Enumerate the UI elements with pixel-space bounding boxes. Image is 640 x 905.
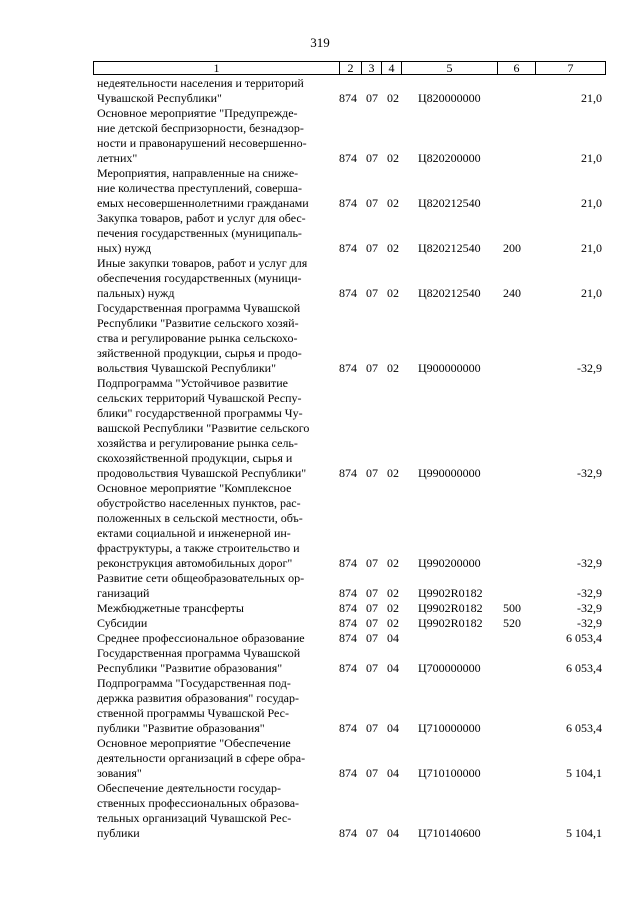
row-col-3: 07	[366, 556, 378, 570]
row-col-5: Ц900000000	[418, 361, 481, 375]
row-col-5: Ц9902R0182	[418, 586, 483, 600]
row-col-6: 500	[503, 601, 521, 615]
header-col-3: 3	[361, 62, 381, 74]
row-col-3: 07	[366, 601, 378, 615]
row-col-3: 07	[366, 826, 378, 840]
row-col-2: 874	[339, 241, 357, 255]
table-row	[0, 256, 640, 301]
row-col-4: 04	[387, 631, 399, 645]
row-name: Основное мероприятие "Предупрежде- ние детской беспризорности, безнадзор- ности и правонарушений несовершенно- летних"	[97, 106, 307, 165]
row-col-2: 874	[339, 631, 357, 645]
row-col-3: 07	[366, 241, 378, 255]
row-name: Обеспечение деятельности государ- ственных профессиональных образова- тельных организаций Чувашской Рес- публики	[97, 781, 300, 840]
table-header	[93, 61, 606, 75]
row-col-3: 07	[366, 196, 378, 210]
row-col-4: 02	[387, 586, 399, 600]
row-col-2: 874	[339, 196, 357, 210]
row-col-4: 02	[387, 466, 399, 480]
row-col-4: 04	[387, 826, 399, 840]
row-col-2: 874	[339, 466, 357, 480]
row-col-2: 874	[339, 151, 357, 165]
row-col-6: 240	[503, 286, 521, 300]
row-col-4: 02	[387, 196, 399, 210]
row-col-3: 07	[366, 586, 378, 600]
row-col-6: 520	[503, 616, 521, 630]
row-col-7: 21,0	[581, 91, 602, 105]
row-col-4: 02	[387, 361, 399, 375]
row-name: Межбюджетные трансферты	[97, 601, 244, 615]
table-row	[0, 631, 640, 646]
table-row	[0, 736, 640, 781]
row-col-7: -32,9	[577, 586, 602, 600]
row-col-4: 04	[387, 766, 399, 780]
row-col-5: Ц710100000	[418, 766, 481, 780]
row-col-7: 21,0	[581, 151, 602, 165]
row-col-5: Ц990000000	[418, 466, 481, 480]
row-col-3: 07	[366, 616, 378, 630]
table-row	[0, 376, 640, 481]
table-row	[0, 676, 640, 736]
row-col-3: 07	[366, 286, 378, 300]
row-name: Государственная программа Чувашской Республики "Развитие сельского хозяй- ства и регулирование рынка сельскохо- зяйственной продукции, сырья и продо- вольствия Чувашской Республики"	[97, 301, 302, 375]
row-col-2: 874	[339, 556, 357, 570]
row-col-7: -32,9	[577, 361, 602, 375]
row-col-3: 07	[366, 466, 378, 480]
row-col-7: 5 104,1	[566, 766, 602, 780]
row-name: Субсидии	[97, 616, 148, 630]
table-row	[0, 616, 640, 631]
row-col-3: 07	[366, 151, 378, 165]
row-col-2: 874	[339, 91, 357, 105]
row-col-5: Ц9902R0182	[418, 601, 483, 615]
row-col-4: 02	[387, 91, 399, 105]
header-col-2: 2	[339, 62, 361, 74]
table-row	[0, 571, 640, 601]
header-col-6: 6	[497, 62, 535, 74]
row-col-4: 02	[387, 286, 399, 300]
row-col-7: -32,9	[577, 556, 602, 570]
header-col-5: 5	[401, 62, 497, 74]
row-col-2: 874	[339, 616, 357, 630]
table-row	[0, 601, 640, 616]
row-col-5: Ц820200000	[418, 151, 481, 165]
row-col-4: 02	[387, 241, 399, 255]
row-col-7: 21,0	[581, 286, 602, 300]
row-col-7: 21,0	[581, 196, 602, 210]
row-col-2: 874	[339, 601, 357, 615]
row-col-2: 874	[339, 721, 357, 735]
header-col-7: 7	[535, 62, 605, 74]
table-row	[0, 76, 640, 106]
row-col-3: 07	[366, 766, 378, 780]
row-col-2: 874	[339, 661, 357, 675]
table-row	[0, 781, 640, 841]
table-row	[0, 106, 640, 166]
row-col-2: 874	[339, 826, 357, 840]
row-name: недеятельности населения и территорий Чувашской Республики"	[97, 76, 304, 105]
row-col-7: 6 053,4	[566, 631, 602, 645]
row-col-4: 02	[387, 151, 399, 165]
row-col-4: 02	[387, 616, 399, 630]
row-col-3: 07	[366, 361, 378, 375]
row-col-2: 874	[339, 766, 357, 780]
row-name: Подпрограмма "Государственная под- держка развития образования" государ- ственной программы Чувашской Рес- публики "Развитие образования"	[97, 676, 299, 735]
row-col-2: 874	[339, 286, 357, 300]
row-name: Мероприятия, направленные на сниже- ние количества преступлений, соверша- емых несовершеннолетними гражданами	[97, 166, 309, 210]
row-col-3: 07	[366, 91, 378, 105]
row-col-7: -32,9	[577, 601, 602, 615]
table-row	[0, 301, 640, 376]
row-col-7: -32,9	[577, 616, 602, 630]
row-name: Подпрограмма "Устойчивое развитие сельских территорий Чувашской Респу- блики" государственной программы Чу- вашской Республики "Развитие сельского хозяйства и регулирование рынка сель- скохозяйственной продукции, сырья и продовольствия Чувашской Республики"	[97, 376, 310, 480]
row-name: Закупка товаров, работ и услуг для обес- печения государственных (муниципаль- ных) нужд	[97, 211, 306, 255]
row-col-4: 02	[387, 556, 399, 570]
row-name: Государственная программа Чувашской Республики "Развитие образования"	[97, 646, 301, 675]
row-col-3: 07	[366, 631, 378, 645]
table-row	[0, 211, 640, 256]
table-row	[0, 166, 640, 211]
row-col-7: 6 053,4	[566, 721, 602, 735]
row-col-7: 5 104,1	[566, 826, 602, 840]
row-col-3: 07	[366, 661, 378, 675]
table-row	[0, 646, 640, 676]
row-name: Основное мероприятие "Комплексное обустройство населенных пунктов, рас- положенных в сельской местности, объ- ектами социальной и инженерной ин- фраструктуры, а также строительство и реконструкция автомобильных дорог"	[97, 481, 303, 570]
row-name: Развитие сети общеобразовательных ор- ганизаций	[97, 571, 305, 600]
row-col-5: Ц820212540	[418, 286, 481, 300]
header-col-1: 1	[213, 61, 220, 75]
row-col-5: Ц820000000	[418, 91, 481, 105]
row-col-7: 21,0	[581, 241, 602, 255]
row-col-2: 874	[339, 586, 357, 600]
row-col-6: 200	[503, 241, 521, 255]
row-col-5: Ц710140600	[418, 826, 481, 840]
row-col-7: -32,9	[577, 466, 602, 480]
row-name: Среднее профессиональное образование	[97, 631, 305, 645]
row-col-5: Ц990200000	[418, 556, 481, 570]
row-col-4: 04	[387, 661, 399, 675]
header-col-4: 4	[381, 62, 401, 74]
row-col-3: 07	[366, 721, 378, 735]
row-col-4: 02	[387, 601, 399, 615]
row-col-7: 6 053,4	[566, 661, 602, 675]
row-col-5: Ц820212540	[418, 196, 481, 210]
row-name: Основное мероприятие "Обеспечение деятельности организаций в сфере обра- зования"	[97, 736, 306, 780]
row-col-4: 04	[387, 721, 399, 735]
row-col-5: Ц9902R0182	[418, 616, 483, 630]
table-row	[0, 481, 640, 571]
row-name: Иные закупки товаров, работ и услуг для обеспечения государственных (муници- пальных) нужд	[97, 256, 308, 300]
row-col-5: Ц700000000	[418, 661, 481, 675]
row-col-5: Ц820212540	[418, 241, 481, 255]
row-col-2: 874	[339, 361, 357, 375]
page-number: 319	[310, 35, 330, 50]
row-col-5: Ц710000000	[418, 721, 481, 735]
